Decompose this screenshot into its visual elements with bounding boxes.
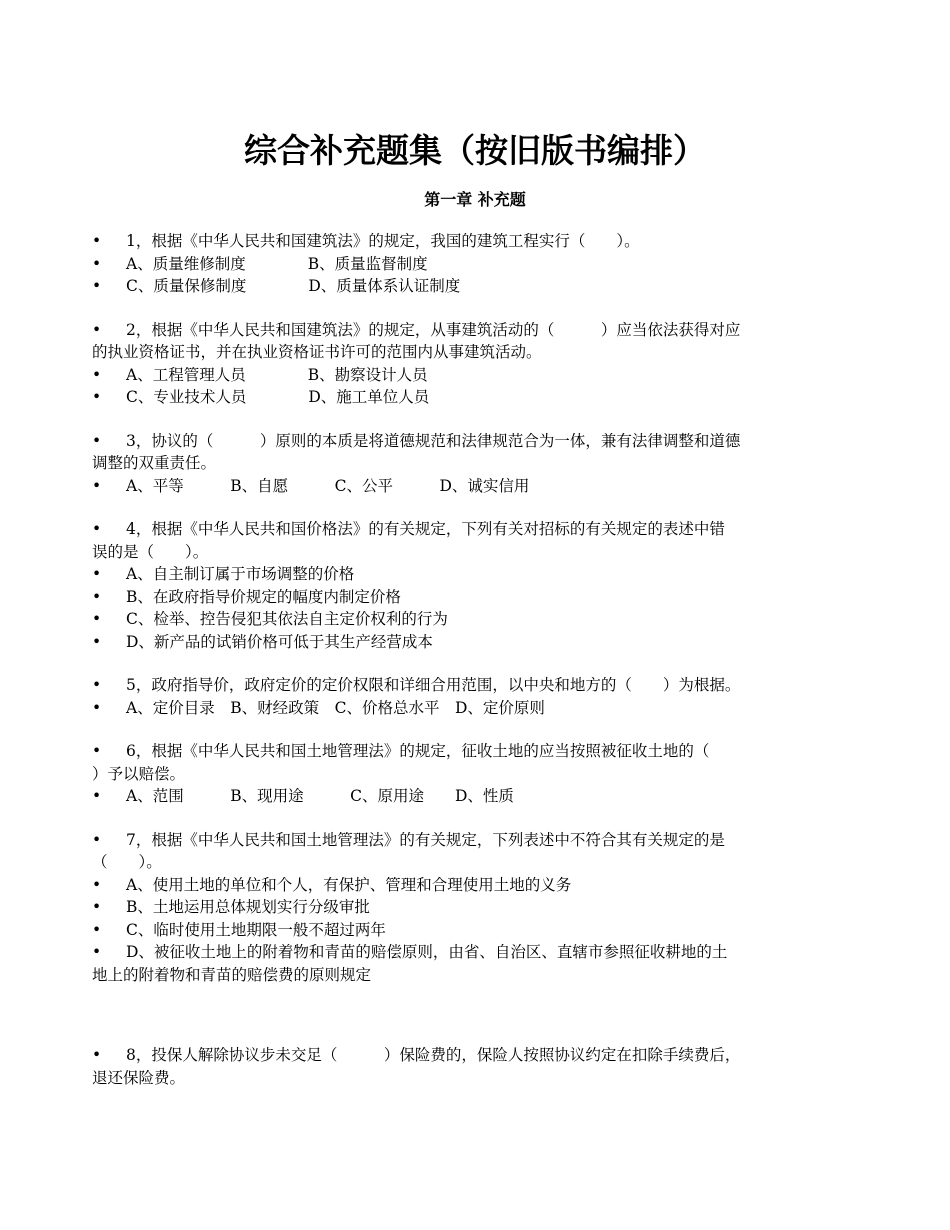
question-stem: • 2，根据《中华人民共和国建筑法》的规定，从事建筑活动的（ ）应当依法获得对应 (92, 320, 741, 339)
document-title: 综合补充题集（按旧版书编排） (244, 131, 706, 170)
question-stem-continued: ）予以赔偿。 (92, 764, 186, 783)
question-4 (92, 518, 860, 653)
question-stem: • 1，根据《中华人民共和国建筑法》的规定，我国的建筑工程实行（ ）。 (92, 230, 860, 253)
question-stem: • 5，政府指导价，政府定价的定价权限和详细合用范围，以中央和地方的（ ）为根据。 (92, 676, 741, 694)
option-line: • C、临时使用土地期限一般不超过两年 (92, 920, 386, 939)
option-line: • D、被征收土地上的附着物和青苗的赔偿原则，由省、自治区、直辖市参照征收耕地的土 (92, 943, 728, 961)
option-line: • A、平等 B、自愿 C、公平 D、诚实信用 (92, 476, 530, 495)
question-2 (92, 319, 860, 409)
option-line: • B、土地运用总体规划实行分级审批 (92, 898, 370, 916)
question-1 (92, 230, 860, 298)
question-stem: • 6，根据《中华人民共和国土地管理法》的规定，征收土地的应当按照被征收土地的（ (92, 742, 710, 760)
option-line: • C、专业技术人员 D、施工单位人员 (92, 388, 430, 406)
question-stem: • 8，投保人解除协议步未交足（ ）保险费的，保险人按照协议约定在扣除手续费后， (92, 1046, 741, 1064)
question-stem-continued: 的执业资格证书，并在执业资格证书许可的范围内从事建筑活动。 (92, 343, 542, 361)
question-stem: • 3，协议的（ ）原则的本质是将道德规范和法律规范合为一体，兼有法律调整和道德 (92, 431, 741, 450)
question-3 (92, 430, 860, 498)
option-line: • B、在政府指导价规定的幅度内制定价格 (92, 587, 401, 606)
question-7 (92, 829, 860, 987)
option-line: • A、质量维修制度 B、质量监督制度 (92, 254, 428, 273)
question-list (92, 230, 860, 1110)
option-line: • A、定价目录 B、财经政策 C、价格总水平 D、定价原则 (92, 698, 545, 717)
question-stem: • 4，根据《中华人民共和国价格法》的有关规定，下列有关对招标的有关规定的表述中错 (92, 520, 725, 538)
option-line: • A、使用土地的单位和个人，有保护、管理和合理使用土地的义务 (92, 875, 572, 894)
option-line: • D、新产品的试销价格可低于其生产经营成本 (92, 632, 433, 651)
question-5 (92, 674, 860, 719)
question-stem-continued: 误的是（ ）。 (92, 542, 209, 561)
option-line: • C、质量保修制度 D、质量体系认证制度 (92, 277, 461, 295)
question-8 (92, 1044, 860, 1089)
question-stem: • 7，根据《中华人民共和国土地管理法》的有关规定，下列表述中不符合其有关规定的是 (92, 830, 725, 849)
option-line: • C、检举、控告侵犯其依法自主定价权利的行为 (92, 610, 448, 628)
bullet: • (92, 232, 102, 250)
question-6 (92, 740, 860, 808)
option-line: • A、范围 B、现用途 C、原用途 D、性质 (92, 787, 514, 805)
question-stem-continued: 退还保险费。 (92, 1068, 186, 1087)
question-stem-continued: （ ）。 (92, 853, 162, 871)
option-line-continued: 地上的附着物和青苗的赔偿费的原则规定 (92, 965, 372, 984)
option-line: • A、工程管理人员 B、勘察设计人员 (92, 365, 428, 384)
chapter-heading: 第一章 补充题 (424, 190, 526, 209)
question-stem-continued: 调整的双重责任。 (92, 454, 217, 472)
option-line: • A、自主制订属于市场调整的价格 (92, 565, 355, 583)
